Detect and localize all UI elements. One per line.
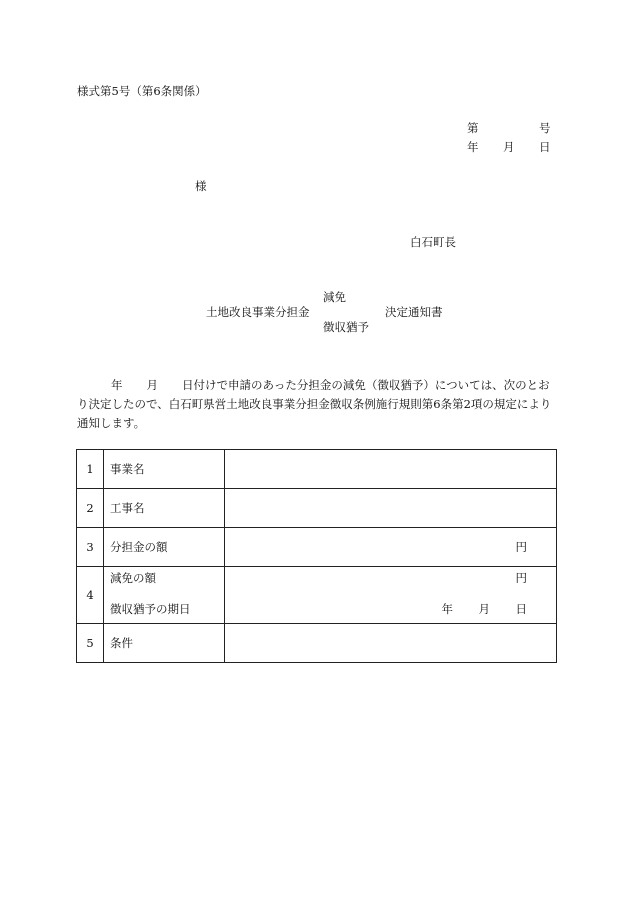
body-month: 月 <box>146 378 158 392</box>
deferral-date-year: 年 <box>441 602 453 616</box>
addressee-suffix: 様 <box>195 179 207 193</box>
deferral-date-label: 徴収猶予の期日 <box>110 602 191 616</box>
share-amount-field[interactable] <box>225 528 557 567</box>
row-number: 3 <box>77 528 104 567</box>
table-row <box>77 624 557 663</box>
row-label-exemption <box>104 567 225 624</box>
deferral-date-month: 月 <box>478 602 490 616</box>
row-label-project-name: 事業名 <box>104 450 225 489</box>
exemption-amount-unit: 円 <box>515 571 527 585</box>
exemption-amount-label: 減免の額 <box>110 571 156 585</box>
issue-date-year: 年 <box>467 140 479 154</box>
body-paragraph <box>77 376 555 433</box>
issuer-name: 白石町長 <box>410 235 456 249</box>
document-number-prefix: 第 <box>467 121 479 135</box>
title-suffix: 決定通知書 <box>385 305 443 319</box>
body-year: 年 <box>111 378 123 392</box>
issue-date-month: 月 <box>503 140 515 154</box>
row-label-construction-name: 工事名 <box>104 489 225 528</box>
row-number: 4 <box>77 567 104 624</box>
table-row <box>77 528 557 567</box>
row-label-share-amount: 分担金の額 <box>104 528 225 567</box>
row-number: 2 <box>77 489 104 528</box>
project-name-field[interactable] <box>225 450 557 489</box>
table-row <box>77 450 557 489</box>
row-number: 5 <box>77 624 104 663</box>
title-option-exemption: 減免 <box>323 290 346 304</box>
decision-table <box>76 449 557 663</box>
table-row <box>77 567 557 624</box>
form-id: 様式第5号（第6条関係） <box>77 84 207 98</box>
construction-name-field[interactable] <box>225 489 557 528</box>
row-number: 1 <box>77 450 104 489</box>
document-number-suffix: 号 <box>539 121 551 135</box>
deferral-date-day: 日 <box>515 602 527 616</box>
body-text: 日付けで申請のあった分担金の減免（徴収猶予）については、次のとおり決定したので、白石町県営土地改良事業分担金徴収条例施行規則第6条第2項の規定により通知します。 <box>77 378 552 430</box>
conditions-field[interactable] <box>225 624 557 663</box>
table-row <box>77 489 557 528</box>
exemption-field[interactable] <box>225 567 557 624</box>
share-amount-unit: 円 <box>515 540 527 554</box>
title-option-deferral: 徴収猶予 <box>323 320 369 334</box>
issue-date-day: 日 <box>539 140 551 154</box>
row-label-conditions: 条件 <box>104 624 225 663</box>
title-prefix: 土地改良事業分担金 <box>206 305 310 319</box>
